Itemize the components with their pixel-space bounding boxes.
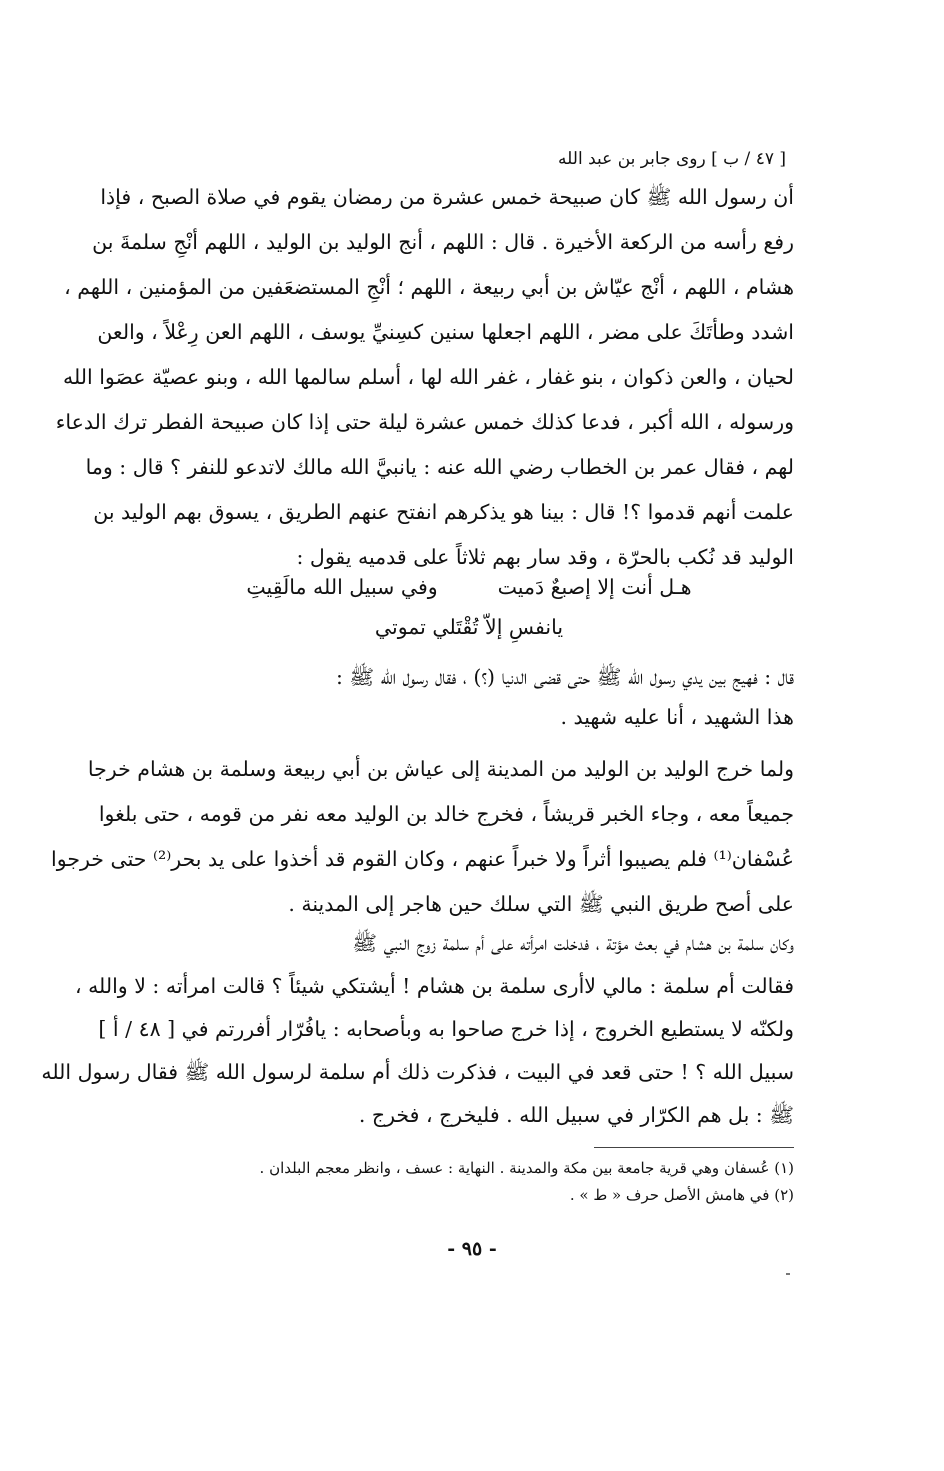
verse-line-1 <box>144 567 794 607</box>
text-line: على أصح طريق النبي ﷺ التي سلك حين هاجر إلى المدينة . <box>288 892 794 916</box>
text-line: هذا الشهيد ، أنا عليه شهيد . <box>560 705 794 729</box>
verse-hemistich-left: وفي سبيل الله مالَقِيتِ <box>246 575 438 599</box>
text-line: أن رسول الله ﷺ كان صبيحة خمس عشرة من رمضان يقوم في صلاة الصبح ، فإذا <box>100 185 794 209</box>
paragraph-2 <box>144 657 794 737</box>
text-line: سبيل الله ؟ ! حتى قعد في البيت ، فذكرت ذلك أم سلمة لرسول الله ﷺ فقال رسول الله <box>41 1060 794 1084</box>
text-line: لهم ، فقال عمر بن الخطاب رضي الله عنه : يانبيَّ الله مالك لاتدعو للنفر ؟ قال : وما <box>85 455 794 479</box>
scan-speck <box>786 1273 790 1275</box>
text-line: الوليد قد نُكب بالحرّة ، وقد سار بهم ثلاثاً على قدميه يقول : <box>296 545 794 569</box>
verse-line-2: يانفسِ إلاّ تُقْتَلي تموتي <box>374 615 564 639</box>
text-line: اشدد وطأتَكَ على مضر ، اللهم اجعلها سنين كسِنيِّ يوسف ، اللهم العن رِعْلاً ، والعن <box>97 320 794 344</box>
paragraph-4 <box>41 922 794 1137</box>
footnote-2: (٢) في هامش الأصل حرف « ط » . <box>569 1186 794 1204</box>
footnote-1: (١) عُسفان وهي قرية جامعة بين مكة والمدينة . النهاية : عسف ، وانظر معجم البلدان . <box>259 1159 794 1177</box>
text-line: علمت أنهم قدموا ؟! قال : بينا هو يذكرهم انفتح عنهم الطريق ، يسوق بهم الوليد بن <box>93 500 794 524</box>
text-line: هشام ، اللهم ، أنْج عيّاش بن أبي ربيعة ، اللهم ؛ أنْجِ المستضعَفين من المؤمنين ، اللهم ، <box>64 275 794 299</box>
verse-hemistich-right: هـل أنت إلا إصبعٌ دَميت <box>497 575 692 599</box>
paragraph-1 <box>55 175 794 580</box>
paragraph-3 <box>51 747 794 927</box>
poetry-verse <box>144 567 794 647</box>
text-line: رفع رأسه من الركعة الأخيرة . قال : اللهم ، أنج الوليد بن الوليد ، اللهم أنْجِ سلمةَ بن <box>92 230 794 254</box>
footnote-separator <box>594 1147 794 1148</box>
text-line: ولكنّه لا يستطيع الخروج ، إذا خرج صاحوا به وبأصحابه : يافُرّار أفررتم في [ ٤٨ / أ ] <box>98 1017 794 1041</box>
text-line: وكان سلمة بن هشام في بعث مؤتة ، فدخلت امرأته على أم سلمة زوج النبي ﷺ <box>352 931 794 955</box>
footnotes <box>144 1155 794 1209</box>
manuscript-reference: [ ٤٧ / ب ] روى جابر بن عبد الله <box>558 149 786 169</box>
text-line: ورسوله ، الله أكبر ، فدعا كذلك خمس عشرة ليلة حتى إذا كان صبيحة الفطر ترك الدعاء <box>55 410 794 434</box>
text-line: عُسْفان⁽¹⁾ فلم يصيبوا أثراً ولا خبراً عنهم ، وكان القوم قد أخذوا على يد بحر⁽²⁾ حتى خرجوا <box>51 847 794 871</box>
text-line: ﷺ : بل هم الكرّار في سبيل الله . فليخرج ، فخرج . <box>358 1103 794 1127</box>
text-line: قال : فهيج بين يدي رسول الله ﷺ حتى قضى الدنيا (؟) ، فقال رسول الله ﷺ : <box>335 665 794 689</box>
text-line: جميعاً معه ، وجاء الخبر قريشاً ، فخرج خالد بن الوليد معه نفر من قومه ، حتى بلغوا <box>98 802 794 826</box>
text-line: لحيان ، والعن ذكوان ، بنو غفار ، غفر الله لها ، أسلم سالمها الله ، وبنو عصيّة عصَوا الله <box>62 365 794 389</box>
text-line: ولما خرج الوليد بن الوليد من المدينة إلى عياش بن أبي ربيعة وسلمة بن هشام خرجا <box>87 757 794 781</box>
text-line: فقالت أم سلمة : مالي لاأرى سلمة بن هشام ! أيشتكي شيئاً ؟ قالت امرأته : لا والله ، <box>74 974 794 998</box>
page-number: - ٩٥ - <box>447 1238 497 1260</box>
